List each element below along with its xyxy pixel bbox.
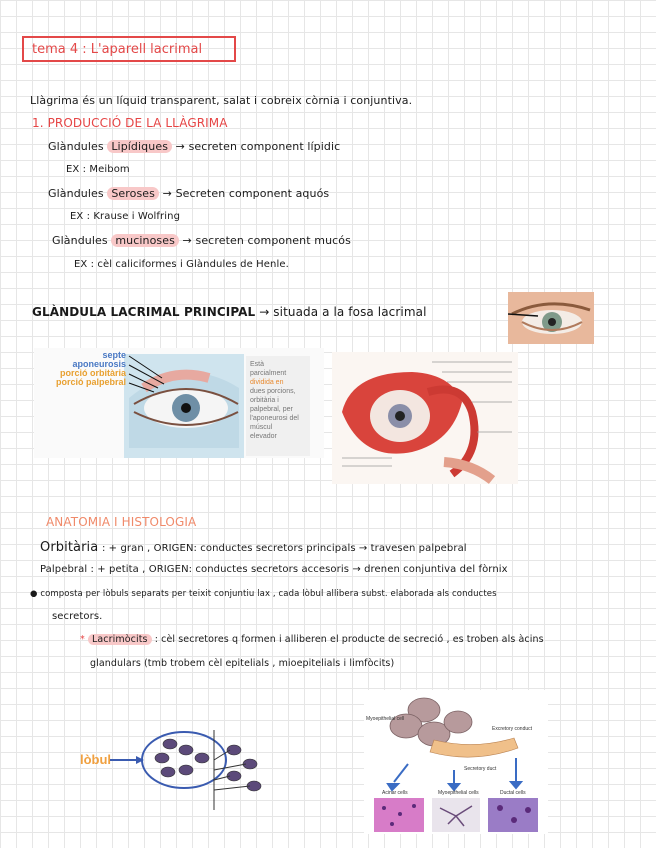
svg-text:elevador: elevador: [250, 433, 277, 440]
lobul-label: lòbul: [80, 752, 112, 767]
lobule-diagram: [74, 720, 274, 820]
gland-example: EX : Meibom: [66, 164, 130, 175]
intro-text: Llàgrima és un líquid transparent, salat i cobreix còrnia i conjuntiva.: [30, 94, 413, 107]
palpebral-line: Palpebral : + petita , ORIGEN: conductes secretors accesoris → drenen conjuntiva del fòrnix: [40, 564, 508, 575]
label-porcio-palpebral: porció palpebral: [55, 377, 126, 387]
svg-text:Myoepithelial cells: Myoepithelial cells: [438, 790, 479, 796]
gland-type-highlight: Seroses: [107, 187, 159, 200]
acinar-histology-figure: [364, 690, 548, 834]
lobule-bullet-cont: secretors.: [52, 611, 103, 622]
svg-text:Myoepithelial cell: Myoepithelial cell: [366, 716, 405, 722]
gland-type-highlight: mucinoses: [111, 234, 179, 247]
asterisk-icon: *: [80, 634, 85, 645]
label-porcio-orbitaria: porció orbitària: [59, 368, 126, 378]
svg-text:Excretory conduct: Excretory conduct: [492, 726, 533, 732]
page-title: tema 4 : L'aparell lacrimal: [22, 36, 236, 62]
svg-text:múscul: múscul: [250, 424, 273, 431]
lacrimocits-line-2: glandulars (tmb trobem cèl epitelials , mioepitelials i limfòcits): [90, 658, 395, 669]
main-gland-line: GLÀNDULA LACRIMAL PRINCIPAL → situada a la fosa lacrimal: [32, 305, 427, 319]
eye-photo: [508, 292, 594, 344]
svg-text:palpebral, per: palpebral, per: [250, 406, 293, 413]
svg-text:parcialment: parcialment: [250, 370, 287, 377]
label-aponeurosis: aponeurosis: [72, 359, 126, 369]
gland-row-lipidic: Glàndules Lipídiques → secreten component lípidic: [48, 140, 341, 153]
svg-text:l'aponeurosi del: l'aponeurosi del: [250, 415, 299, 422]
label-septe: septe: [102, 350, 126, 360]
gland-row-mucinous: Glàndules mucinoses → secreten component mucós: [52, 234, 351, 247]
section-heading-anatomy: ANATOMIA I HISTOLOGIA: [46, 515, 197, 529]
section-heading-production: 1. PRODUCCIÓ DE LA LLÀGRIMA: [32, 116, 228, 130]
svg-text:Acinar cells: Acinar cells: [382, 790, 408, 796]
gland-type-highlight: Lipídiques: [107, 140, 172, 153]
svg-text:Ductal cells: Ductal cells: [500, 790, 526, 796]
svg-text:orbitària i: orbitària i: [250, 397, 279, 404]
svg-text:dues porcions,: dues porcions,: [250, 388, 296, 395]
lacrimocits-line: * Lacrimòcits : cèl secretores q formen i alliberen el producte de secreció , es troben als àcins: [80, 634, 544, 645]
lacrimal-gland-anatomy-figure: [332, 352, 518, 484]
lobule-bullet: ● composta per lòbuls separats per teixit conjuntiu lax , cada lòbul allibera subst. elaborada als conductes: [30, 589, 497, 599]
bullet-icon: ●: [30, 589, 38, 599]
gland-row-serous: Glàndules Seroses → Secreten component aquós: [48, 187, 330, 200]
gland-example: EX : cèl caliciformes i Glàndules de Henle.: [74, 259, 289, 270]
svg-text:dividida en: dividida en: [250, 379, 284, 386]
orbitaria-line: Orbitària : + gran , ORIGEN: conductes secretors principals → travesen palpebral: [40, 540, 467, 555]
svg-text:Secretory duct: Secretory duct: [464, 766, 497, 772]
svg-text:Està: Està: [250, 361, 265, 368]
gland-example: EX : Krause i Wolfring: [70, 211, 181, 222]
eye-anatomy-figure: [34, 348, 324, 458]
